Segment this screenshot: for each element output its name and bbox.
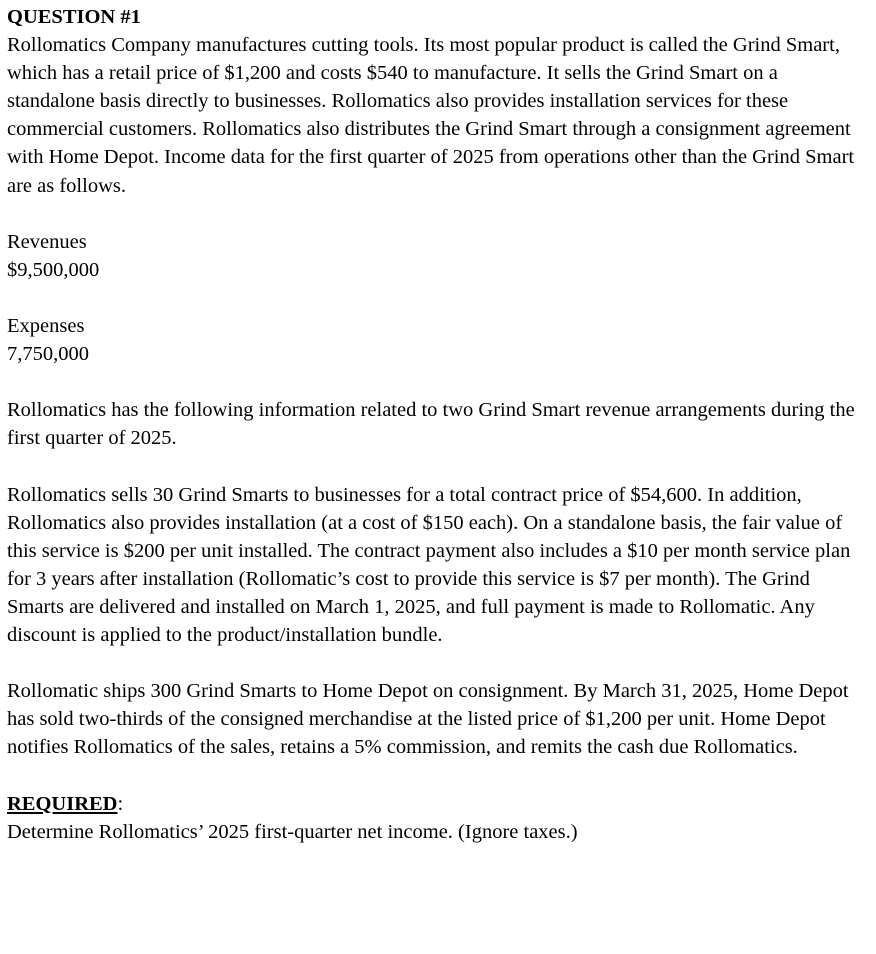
arrangement-2-paragraph: Rollomatic ships 300 Grind Smarts to Home Depot on consignment. By March 31, 2025, Home Depot has sold two-thirds of the consigned merchandise at the listed price of $1,200 per unit. Home Depot notifies Rollomatics of the sales, retains a 5% commission, and remits the cash due Rollomatics. — [7, 680, 849, 759]
spacer — [7, 762, 868, 790]
expenses-value: 7,750,000 — [7, 343, 89, 366]
required-heading — [7, 790, 868, 818]
spacer — [7, 368, 868, 396]
intro-paragraph: Rollomatics Company manufactures cutting tools. Its most popular product is called the Grind Smart, which has a retail price of $1,200 and costs $540 to manufacture. It sells the Grind Smart on a standalone basis directly to businesses. Rollomatics also provides installation services for these commercial customers. Rollomatics also distributes the Grind Smart through a consignment agreement with Home Depot. Income data for the first quarter of 2025 from operations other than the Grind Smart are as follows. — [7, 34, 855, 197]
question-title: QUESTION #1 — [7, 6, 141, 28]
revenues-value: $9,500,000 — [7, 258, 100, 281]
spacer — [7, 649, 868, 677]
spacer — [7, 284, 868, 312]
arrangement-1-paragraph: Rollomatics sells 30 Grind Smarts to businesses for a total contract price of $54,600. In addition, Rollomatics also provides installation (at a cost of $150 each). On a standalone basis, the fair value of this service is $200 per unit installed. The contract payment also includes a $10 per month service plan for 3 years after installation (Rollomatic’s cost to provide this service is $7 per month). The Grind Smarts are delivered and installed on March 1, 2025, and full payment is made to Rollomatic. Any discount is applied to the product/installation bundle. — [7, 483, 851, 647]
info-paragraph: Rollomatics has the following information related to two Grind Smart revenue arrangements during the first quarter of 2025. — [7, 399, 855, 450]
spacer — [7, 200, 868, 228]
revenues-label: Revenues — [7, 230, 87, 253]
required-text: Determine Rollomatics’ 2025 first-quarter net income. (Ignore taxes.) — [7, 820, 578, 843]
required-label: REQUIRED — [7, 792, 118, 815]
expenses-label: Expenses — [7, 315, 85, 338]
spacer — [7, 453, 868, 481]
required-colon: : — [117, 792, 124, 815]
